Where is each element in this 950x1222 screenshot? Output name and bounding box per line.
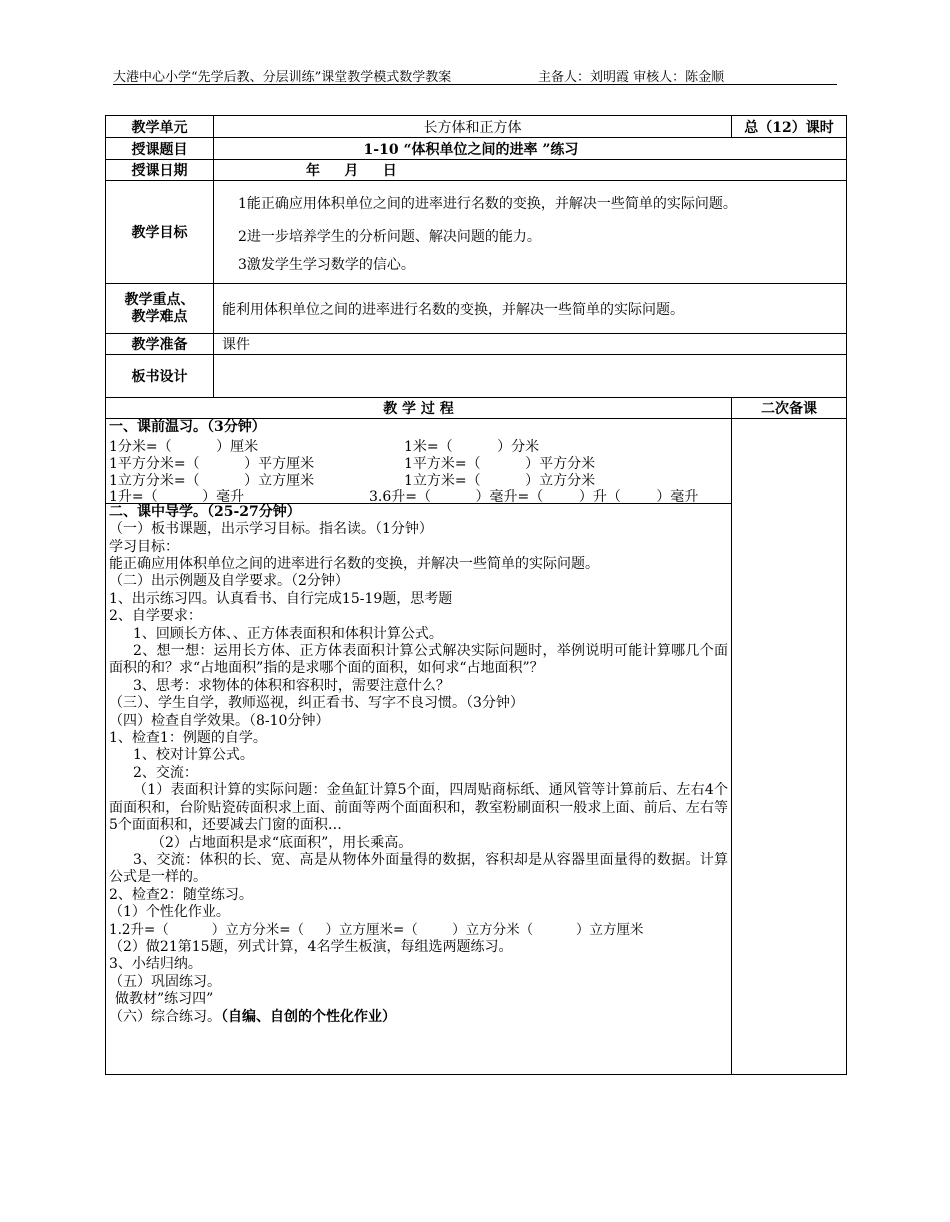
total-hours: 总（12）课时 [732, 116, 847, 138]
exercise-left: 1平方分米=（ ）平方厘米 [109, 455, 315, 472]
step-line: 做教材”练习四” [115, 991, 214, 1008]
step-line: 1、校对计算公式。 [133, 747, 254, 764]
second-prep-label: 二次备课 [732, 398, 847, 419]
page-header [113, 66, 837, 85]
school-title: 大港中心小学“先学后教、分层训练”课堂教学模式数学教案 [113, 70, 452, 85]
goals-row [106, 181, 847, 284]
guide-content [109, 521, 728, 1026]
step-line: （三）、学生自学，教师巡视，纠正看书、写字不良习惯。（3分钟） [109, 695, 524, 712]
step-line [109, 1009, 728, 1026]
step-line: 2、自学要求： [109, 608, 202, 625]
warmup-row [106, 419, 847, 504]
step-line: （1）个性化作业。 [109, 904, 230, 921]
step-line: （一）板书课题，出示学习目标。指名读。（1分钟） [109, 521, 433, 538]
board-row [106, 355, 847, 398]
step-line: 学习目标： [109, 538, 179, 555]
lesson-plan-table [105, 115, 847, 1075]
unit-value: 长方体和正方体 [214, 116, 732, 138]
step-paragraph: （1）表面积计算的实际问题：金鱼缸计算5个面，四周贴商标纸、通风管等计算前后、左右4个面面积和，台阶贴瓷砖面积求上面、前面等两个面面积和，教室粉刷面积一般求上面、前后、左右等5个面面积和，还要减去门窗的面积… [109, 782, 728, 834]
step-paragraph: 2、想一想：运用长方体、正方体表面积计算公式解决实际问题时，举例说明可能计算哪几个面面积的和？求“占地面积”指的是求哪个面的面积，如何求“占地面积”？ [109, 643, 728, 677]
step-label: （六）综合练习。 [109, 1008, 221, 1025]
exercise-right: 3.6升=（ ）毫升=（ ）升（ ）毫升 [369, 489, 699, 504]
process-header-row [106, 398, 847, 419]
step-line: 3、小结归纳。 [109, 956, 202, 973]
process-label: 教 学 过 程 [106, 398, 732, 419]
topic-row [106, 138, 847, 160]
step-line: 1、出示练习四。认真看书、自行完成15-19题，思考题 [109, 590, 453, 607]
exercise-right: 1立方米=（ ）立方分米 [404, 472, 596, 489]
exercise-line: 1.2升=（ ）立方分米=（ ）立方厘米=（ ）立方分米（ ）立方厘米 [109, 921, 644, 938]
warmup-title: 一、课前温习。（3分钟） [109, 419, 266, 435]
goal-item: 1能正确应用体积单位之间的进率进行名数的变换，并解决一些简单的实际问题。 [238, 196, 737, 212]
warmup-exercises [109, 436, 728, 503]
key-label-line: 教学难点 [131, 308, 188, 325]
key-value: 能利用体积单位之间的进率进行名数的变换，并解决一些简单的实际问题。 [214, 284, 847, 334]
exercise-left: 1分米=（ ）厘米 [109, 439, 259, 455]
goals-content [214, 181, 847, 284]
key-label [106, 284, 214, 334]
step-line: 2、检查2：随堂练习。 [109, 886, 253, 903]
step-line: 1、检查1：例题的自学。 [109, 730, 267, 747]
unit-row [106, 116, 847, 138]
exercise-row [109, 486, 728, 503]
goal-item: 2进一步培养学生的分析问题、解决问题的能力。 [238, 229, 541, 245]
exercise-left: 1立方分米=（ ）立方厘米 [109, 472, 315, 489]
prep-label: 教学准备 [106, 334, 214, 355]
board-label: 板书设计 [106, 355, 214, 398]
prep-value: 课件 [214, 334, 847, 355]
date-value: 年 月 日 [214, 160, 847, 181]
step-line: 3、思考：求物体的体积和容积时，需要注意什么？ [133, 677, 450, 694]
exercise-right: 1平方米=（ ）平方分米 [404, 455, 596, 472]
step-line: （2）占地面积是求“底面积”，用长乘高。 [151, 834, 413, 851]
header-rule [113, 84, 837, 85]
step-line: （五）巩固练习。 [109, 973, 221, 990]
step-line: （二）出示例题及自学要求。（2分钟） [109, 573, 349, 590]
prep-row [106, 334, 847, 355]
goal-item: 3激发学生学习数学的信心。 [238, 257, 415, 273]
key-row [106, 284, 847, 334]
step-line: （四）检查自学效果。（8-10分钟） [109, 712, 330, 729]
step-line: 2、交流： [133, 764, 198, 781]
guide-cell [106, 504, 732, 1075]
warmup-cell [106, 419, 732, 504]
step-line: （2）做21第15题，列式计算，4名学生板演，每组选两题练习。 [109, 938, 513, 955]
key-label-line: 教学重点、 [124, 291, 195, 308]
exercise-right: 1米=（ ）分米 [404, 439, 540, 455]
board-value [214, 355, 847, 398]
topic-label: 授课题目 [106, 138, 214, 160]
topic-value: 1-10 “体积单位之间的进率 ”练习 [214, 138, 847, 160]
exercise-row [109, 436, 728, 453]
step-line: 能正确应用体积单位之间的进率进行名数的变换，并解决一些简单的实际问题。 [109, 556, 599, 572]
step-line: 1、回顾长方体、、正方体表面积和体积计算公式。 [133, 625, 443, 642]
exercise-row [109, 470, 728, 487]
date-row [106, 160, 847, 181]
step-paragraph: 3、交流：体积的长、宽、高是从物体外面量得的数据，容积却是从容器里面量得的数据。计算公式是一样的。 [109, 851, 728, 886]
exercise-left: 1升=（ ）毫升 [109, 489, 245, 504]
step-emphasis: （自编、自创的个性化作业） [221, 1008, 396, 1025]
unit-label: 教学单元 [106, 116, 214, 138]
preparers: 主备人：刘明霞 审核人：陈金顺 [538, 70, 725, 85]
guide-title: 二、课中导学。（25-27分钟） [109, 504, 301, 521]
goals-label: 教学目标 [106, 181, 214, 284]
exercise-row [109, 453, 728, 470]
date-label: 授课日期 [106, 160, 214, 181]
second-prep-cell [732, 419, 847, 1075]
